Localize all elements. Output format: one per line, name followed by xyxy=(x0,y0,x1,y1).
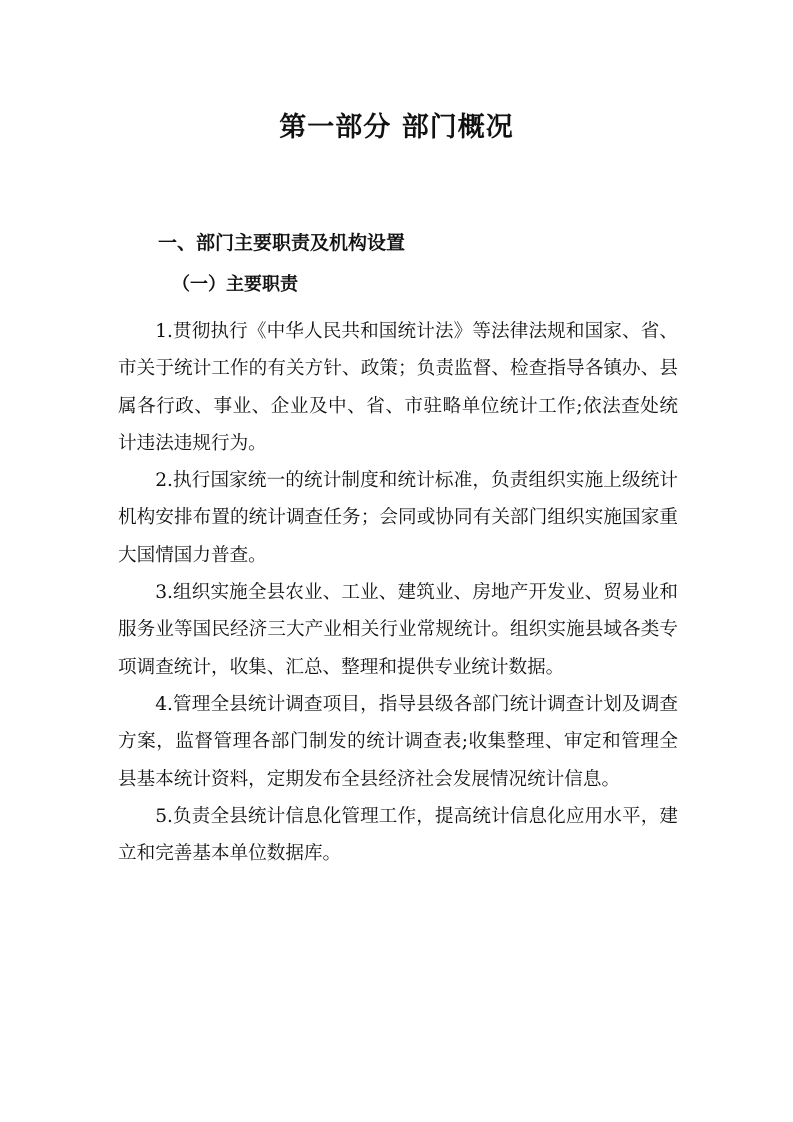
section-heading: 一、部门主要职责及机构设置 xyxy=(158,232,406,254)
paragraph-4: 4.管理全县统计调查项目，指导县级各部门统计调查计划及调查方案，监督管理各部门制发的统计调查表;收集整理、审定和管理全县基本统计资料，定期发布全县经济社会发展情况统计信息。 xyxy=(118,693,678,790)
body-text xyxy=(118,313,678,872)
paragraph-2: 2.执行国家统一的统计制度和统计标准，负责组织实施上级统计机构安排布置的统计调查任务；会同或协同有关部门组织实施国家重大国情国力普查。 xyxy=(118,470,678,566)
sub-heading: （一）主要职责 xyxy=(172,274,298,295)
paragraph-3: 3.组织实施全县农业、工业、建筑业、房地产开发业、贸易业和服务业等国民经济三大产业相关行业常规统计。组织实施县域各类专项调查统计，收集、汇总、整理和提供专业统计数据。 xyxy=(118,582,678,678)
paragraph-1: 1.贯彻执行《中华人民共和国统计法》等法律法规和国家、省、市关于统计工作的有关方针、政策；负责监督、检查指导各镇办、县属各行政、事业、企业及中、省、市驻略单位统计工作;依法查处统计违法违规行为。 xyxy=(118,321,678,454)
paragraph-5: 5.负责全县统计信息化管理工作，提高统计信息化应用水平，建立和完善基本单位数据库。 xyxy=(118,805,678,865)
page-title: 第一部分 部门概况 xyxy=(279,112,514,143)
